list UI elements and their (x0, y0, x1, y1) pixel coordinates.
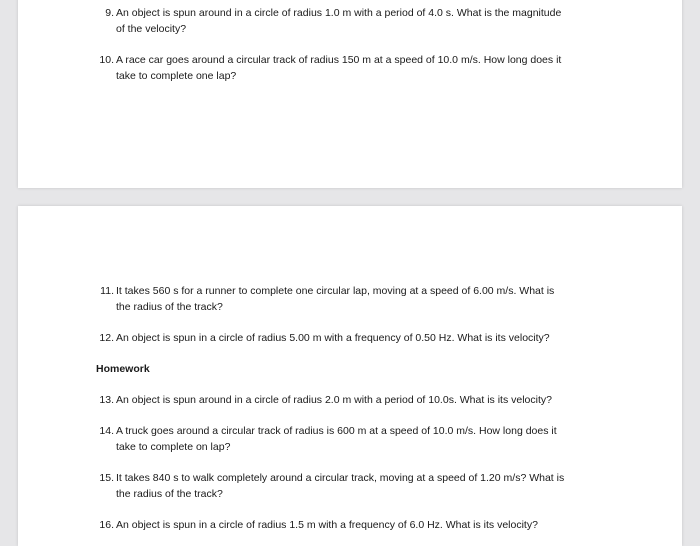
question-text-line-1: It takes 840 s to walk completely around a circular track, moving at a speed of 1.20 m/s? What is (116, 472, 565, 484)
question-15 (99, 471, 600, 502)
worksheet-page-2 (18, 206, 682, 546)
question-number: 10. (99, 54, 114, 66)
question-text-line-1: An object is spun in a circle of radius 5.00 m with a frequency of 0.50 Hz. What is its velocity? (116, 332, 550, 344)
question-number: 11. (100, 285, 114, 297)
question-text-line-2: the radius of the track? (116, 487, 223, 500)
question-text-line-2: the radius of the track? (116, 300, 223, 313)
question-number: 16. (99, 519, 114, 531)
question-13 (99, 393, 600, 409)
homework-heading: Homework (96, 363, 150, 375)
question-text-line-1: An object is spun around in a circle of radius 2.0 m with a period of 10.0s. What is its velocity? (116, 394, 552, 406)
question-text-line-2: of the velocity? (116, 22, 187, 35)
question-number: 15. (99, 472, 114, 484)
question-text-line-1: An object is spun around in a circle of radius 1.0 m with a period of 4.0 s. What is the magnitude (116, 7, 562, 19)
question-number: 12. (99, 332, 114, 344)
question-16 (99, 518, 600, 534)
question-number: 9. (105, 7, 114, 19)
question-number: 14. (99, 425, 114, 437)
question-text-line-2: take to complete one lap? (116, 69, 237, 82)
question-12 (99, 331, 600, 347)
question-10 (99, 53, 600, 84)
worksheet-page-1 (18, 0, 682, 188)
question-text-line-1: A race car goes around a circular track of radius 150 m at a speed of 10.0 m/s. How long does it (116, 54, 562, 66)
question-text-line-1: A truck goes around a circular track of radius is 600 m at a speed of 10.0 m/s. How long does it (116, 425, 557, 437)
question-9 (105, 6, 600, 37)
question-text-line-1: An object is spun in a circle of radius 1.5 m with a frequency of 6.0 Hz. What is its velocity? (116, 519, 538, 531)
question-14 (99, 424, 600, 455)
question-number: 13. (99, 394, 114, 406)
question-11 (100, 284, 600, 315)
question-text-line-1: It takes 560 s for a runner to complete one circular lap, moving at a speed of 6.00 m/s. What is (116, 285, 555, 297)
question-text-line-2: take to complete on lap? (116, 440, 231, 453)
